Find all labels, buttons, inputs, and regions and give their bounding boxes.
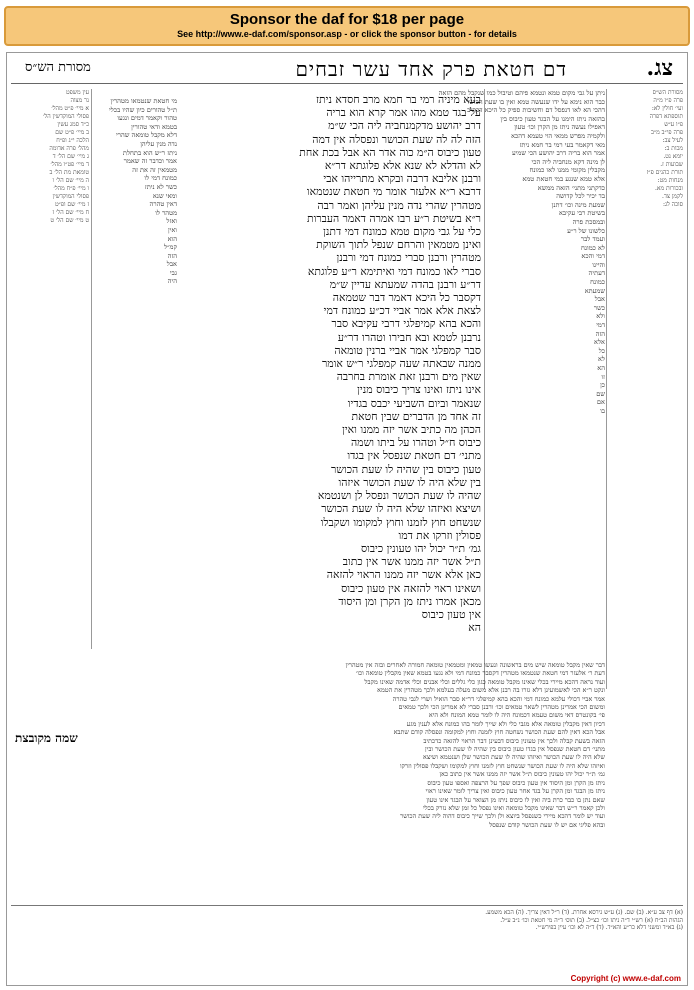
tosafot-line: ניתז ר״ש הוא בתחלת <box>122 148 177 157</box>
mesoret-line: ובכורות מא. <box>654 185 683 192</box>
gemara-line: מתני׳ דם חטאת שנפסל אין בגדו <box>347 449 481 463</box>
rashi-line: לן מינה דקא מנחביה ליה הכי <box>531 157 605 166</box>
commentary-line: ועוד נראה דהכא מיירי בכלי שאינו מקבל טומאה כגון כלי גללים וכלי אבנים וכלי אדמה שאינו מקבל <box>364 677 605 686</box>
rashi-line: אבל <box>594 295 605 304</box>
gemara-line: לצאת אלא אמר אביי דכ״ע כמונח דמי <box>323 304 481 318</box>
gemara-line: ר״א בשיטת ר״ע רבו אמרה דאמר העברות <box>307 211 481 225</box>
rashi-line: אם <box>596 398 605 407</box>
rashi-line: מאי דקאמר בעי רמי בר חמא ניתז <box>519 140 605 149</box>
commentary-line: ובהא פליגי אם יש לו שעת הכושר קודם שנפסל <box>489 820 605 829</box>
rashi-line: הזה <box>595 329 605 338</box>
mesoret-line: מנחות מט: <box>657 177 683 184</box>
rashi-line: ובמסכת פרה <box>572 217 605 226</box>
ein-mishpat-line: טומאת מת הל׳ ב <box>49 169 89 176</box>
gemara-line: דקסבר כל היכא דאמר דבר שטמאה <box>332 291 481 305</box>
rashi-line: כל <box>598 346 605 355</box>
rashi-line: כלשונו של ר״ע <box>567 226 605 235</box>
gemara-line: הא <box>468 621 481 635</box>
commentary-line: ניתז מן הבגד ומן הקרן על בגד אחר טעון כיבוס ואין צריך לומר שאינו ראוי <box>425 787 605 796</box>
rashi-line: ולא <box>596 312 605 321</box>
gemara-line: כיבוס ח״ל וטהרו על ביתו ושמה <box>350 436 481 450</box>
ein-mishpat-line: עין משפט <box>66 89 89 96</box>
tosafot-line: אמר וכדבר זה שאמר <box>123 157 177 166</box>
gemara-line: דר״ע ורבנן בהדה שמעתא עדיין ש״מ <box>329 277 481 291</box>
tosafot-line: ומאי שנא <box>152 191 177 200</box>
commentary-line: הזאה בשעת קבלה ולכך אין טעונין כיבוס דבעינן דבר הראוי להזאה כדכתיב <box>423 736 605 745</box>
page-header <box>7 53 687 81</box>
column-divider <box>606 89 607 689</box>
gemara-line: הכהן מה כתיב אשר יזה ממנו ואין <box>342 423 481 437</box>
commentary-line: ונקט ר״א הכי לאשמועינן דלא גזרו בה רבנן אלא משום מעלה בעלמא ולכך מטהרין את הטמא <box>377 686 605 695</box>
commentary-line: פי׳ בקונטרס דאי משום טעמא דכמונח היה לו לומר טמא המונח ולא היא <box>428 711 605 720</box>
mesoret-line: סוכה לג: <box>662 201 683 208</box>
rashi-line: שם <box>596 389 605 398</box>
gemara-line: ושאינו ראוי להזאה אין טעון כיבוס <box>341 581 481 595</box>
commentary-line: גמ׳ ת״ר יכול יהו טעונין כיבוס ת״ל אשר יזה ממנו אשר אין כתוב כאן <box>439 770 605 779</box>
mesoret-line: מכות ב: <box>664 145 683 152</box>
gemara-line: דרבא ר״א אלעזר אומר מי חטאת שנטמאו <box>306 185 481 199</box>
rashi-line: בהזאה ניתז הימנו על הבגד טעון כיבוס בין <box>500 114 605 123</box>
gemara-line: ת״ל אשר יזה ממנו אשר אין כתוב <box>342 555 481 569</box>
rashi-line: כן <box>600 381 605 390</box>
gemara-line: בעא מיניה רמי בר חמא מרב חסדא ניתז <box>316 93 481 106</box>
gemara-line: לא והדלא לא שנא אלא פלוגתא דר״א <box>324 159 481 173</box>
tosafot-line: ואזל <box>166 217 177 226</box>
tosafot-strip <box>93 97 177 337</box>
mesoret-line: תוספתא דפרה <box>649 113 683 120</box>
gemara-line: על בגד טמא מהו אמר קרא הוא בריה <box>326 106 481 120</box>
tosafot-line: נדה מנין עליהן <box>140 139 177 148</box>
commentary-line: ואיזהו שלא היה לו שעת הכושר שנשחט חוץ לזמנו וחוץ למקומו ושקבלו פסולין וזרקו <box>399 761 605 770</box>
gemara-line: שאין מים ורבנן זאת אומרת בחרבה <box>336 370 481 384</box>
tosafot-line: כשר לא ניתז <box>144 182 177 191</box>
gemara-line: הזה לה לה שעת הכושר ונפסלה אין דמה <box>312 132 481 146</box>
note-line: (א) דף צב ע״א. (ב) שם. (ג) ע״ש גירסא אחרת. (ד) ר״ל דאין צריך. (ה) הכא משמע. <box>485 909 683 916</box>
rashi-line: כמונח <box>590 278 605 287</box>
bottom-notes <box>11 909 683 969</box>
tosafot-line: בטמא ודאי טהורין <box>131 122 177 131</box>
tosafot-line: מטמאין זה את זה <box>132 165 177 174</box>
rashi-line: אלא טמא שנגע במי חטאת טמא <box>522 174 605 183</box>
ein-mishpat-line: ג מיי׳ שם הל׳ ד <box>52 153 89 160</box>
ein-mishpat-line: ו מיי׳ פ״ח מהל׳ <box>53 185 89 192</box>
mesoret-line: פרה פ״ו מ״ה <box>653 97 683 104</box>
gemara-line: מטהרין שהרי נדה מנין עליהן ואמר רבה <box>317 198 481 212</box>
rashi-line: אמר הוא בריה דרב יהושע הכי שמיע <box>511 149 605 158</box>
mesoret-line: ועי׳ חולין לא: <box>651 105 683 112</box>
rashi-line: כשר <box>593 303 605 312</box>
rashi-line: דמי <box>596 321 605 330</box>
rashi-line: זו <box>601 372 605 381</box>
mesoret-line: מסורת הש״ס <box>652 89 683 96</box>
margin-title: שמה מקובצת <box>15 731 78 745</box>
tosafot-line: אבל <box>166 260 177 269</box>
rashi-line: בד יכיר לכל קדושה <box>556 192 605 201</box>
gemara-line: סברי לאו כמונח דמי ואיתימא ר״ע פלוגתא <box>307 264 481 278</box>
tosafot-line: ת״ל טהורים כיון שהיו בכלי <box>109 105 177 114</box>
rashi-line: מקבלין מקומי ממנו לאו כמונח <box>529 166 605 175</box>
tosafot-line: הוא <box>167 234 177 243</box>
gemara-line: דרב יהושע מדקמנחביה ליה הכי ש״מ <box>328 119 481 133</box>
column-divider <box>484 89 485 689</box>
column-divider <box>91 89 92 649</box>
rashi-line: בו <box>600 406 605 415</box>
commentary-line: ולכן קאמר ר״ש דבר שאינו מקבל טומאה ואינו נפסל כל זמן שלא נזרק בכלי <box>422 803 605 812</box>
commentary-line: דעת ר׳ אלעזר דמי חטאת שנטמאו מטהרין דקסבר כמונח דמי ולא נגעו בטמא שאין מקבלין טומאה וכו׳ <box>355 669 605 678</box>
mesoret-line: פרה פי״ב מ״ב <box>651 129 683 136</box>
ein-mishpat-line: ח מיי׳ שם הל׳ ז <box>52 209 89 216</box>
rashi-line: דעתיה <box>588 269 605 278</box>
gemara-line: מטהרין ורבנן סברי כמונח דמי ורבנן <box>336 251 481 265</box>
commentary-line: ניתז מן הקרן ומן היסוד אין טעון כיבוס שפך על הרצפה ואספו טעון כיבוס <box>427 778 605 787</box>
rashi-line: אלא <box>594 338 605 347</box>
ein-mishpat-line: ט מיי׳ שם הל׳ ט <box>50 217 89 224</box>
gemara-line: כלי על גבי מקום טמא כמונח דמי דתנן <box>323 225 481 239</box>
rashi-line: ועמד לבר <box>580 235 605 244</box>
mesoret-line: יומא נט. <box>663 153 683 160</box>
copyright-notice[interactable]: Copyright (c) www.e-daf.com <box>570 974 681 983</box>
gemara-line: זה אחד מן הדברים שבין חטאת <box>351 409 481 423</box>
rashi-line: שמעת מינה וכו׳ דתנן <box>551 200 605 209</box>
tosafot-line: הזה <box>167 251 177 260</box>
rashi-line: הא <box>597 364 605 372</box>
talmud-page <box>6 52 688 986</box>
mesoret-line: תורת כהנים פ״ז <box>646 169 683 176</box>
gemara-line: טעון כיבוס בין שהיה לו שעת הכושר <box>331 462 481 476</box>
commentary-line: דכיון דאין מקבלין טומאה אלא מגבי כלי ולא שייך לומר בהו כמונח אלא לענין מגע <box>406 719 605 728</box>
commentary-line: אבל הכא דאין להם שעת הכושר נשחטה חוץ לזמנה וחוץ למקומה ונפסלה קודם שתבא <box>393 728 605 737</box>
gemara-line: נרבנן לטמא ובא חבירו וטהרו דר״ע <box>337 330 481 344</box>
note-line: הגהות הב״ח (א) רש״י ד״ה ניתז וכו׳ כצ״ל. (ב) תוס׳ ד״ה מי חטאת וכו׳ נ״ב ע״ל. <box>500 916 683 924</box>
tosafot-line: קמ״ל <box>163 243 177 252</box>
ein-mishpat-line: נר מצוה <box>70 97 89 104</box>
gemara-line: אין טעון כיבוס <box>421 607 481 621</box>
gemara-line: טעון כיבוס ה״מ כוה אדר הא אבל בכת אחת <box>299 145 481 159</box>
ein-mishpat-line: ה מיי׳ שם הל׳ ו <box>52 177 89 184</box>
ein-mishpat-line: ב מיי׳ פ״ט שם <box>55 129 89 136</box>
gemara-line: ממנה שבאתה שעה קמפלגי ר״ש אומר <box>321 357 481 371</box>
gemara-line: סבר קמפלגי אמר אביי ברנין טומאה <box>334 343 481 357</box>
tosafot-line: דאין טהרה <box>149 200 177 209</box>
commentary-line: שלא היה לו שעת הכושר ואיזהו שהיה לו שעת הכושר שלן ושנטמא ושיצא <box>423 753 605 762</box>
ein-mishpat-line: ד מיי׳ פט״ו מהל׳ <box>50 161 89 168</box>
ein-mishpat-line: כ״ד סמג עשין <box>57 121 89 128</box>
ein-mishpat-line: פסולי המוקדשין <box>52 193 89 200</box>
ein-mishpat-line: א מיי׳ פ״ט מהל׳ <box>51 105 89 112</box>
tosafot-line: טהור וקאמר דמים ונגעו <box>117 114 177 123</box>
tractate-label: מסורת הש״ס <box>25 60 91 75</box>
gemara-line: שנשחט חוץ לזמנו וחוץ למקומו ושקבלו <box>320 515 481 529</box>
rashi-line: ניתן על גבי מקום טמא ונטמא פיהם וטיבול כמו שנקבל מהם הזאה <box>438 89 605 97</box>
header-rule <box>11 83 683 84</box>
gemara-line: והכא בהא קמיפלגי דרבי עקיבא סבר <box>331 317 481 331</box>
rashi-line: דהכי הא לאו דנפסל דם וחשיבות ספיק כל היכא דכתיב <box>467 106 605 115</box>
commentary-line: מתני׳ דם חטאת שנפסל אין בגדו טעון כיבוס בין שהיה לו שעת הכושר ובין <box>425 745 605 754</box>
gemara-line: שהיה לו שעת הכושר ונפסל לן ושנטמא <box>317 489 481 503</box>
gemara-line: ורבנן אליבא דרבה ובקרא מתרייהו אבי <box>323 172 481 186</box>
gemara-line: ואינן מטמאין והרחם שנפל לתוך השוקת <box>316 238 481 252</box>
chapter-heading: דם חטאת פרק אחד עשר זבחים <box>295 57 567 81</box>
tosafot-line: היה <box>167 277 177 286</box>
gemara-line: ושיצא ואיזהו שלא היה לו שעת הכושר <box>321 502 481 516</box>
mesoret-line: לקמן צד. <box>662 193 683 200</box>
sponsor-banner[interactable] <box>4 6 690 46</box>
ein-mishpat-line: מהל׳ פרה אדומה <box>49 145 89 152</box>
rashi-line: כדקתני מתני׳ הזאה ממשא <box>537 183 605 192</box>
commentary-line: ומשום הכי אמרינן מטהרין לשאר טמאים וכו׳ ורבנן סברי לא אמרינן הכי ולכך טמאים <box>398 703 605 712</box>
rashi-line: לא כמונח <box>580 243 605 252</box>
sponsor-subtitle[interactable]: See http://www.e-daf.com/sponsor.asp - or click the sponsor button - for details <box>177 29 517 39</box>
rashi-line: בשיטת רבי עקיבא <box>558 209 605 218</box>
rashi-line: לא <box>597 355 605 364</box>
tosafot-line: מטהר לו <box>155 208 177 217</box>
commentary-line: אמר אביי דכולי עלמא כמונח דמי והכא בהא קמיפלגי דר״א סבר הואיל ושרי לגבי טהרה <box>392 694 605 703</box>
rashi-line: כבר הוא נימא על ידו שנעשה טמא ואין בו שעת הכושר <box>466 97 605 106</box>
gemara-line: גמ׳ ת״ר יכול יהו טעונין כיבוס <box>360 541 481 555</box>
margin-left-column <box>11 89 89 559</box>
gemara-line: פסולין וזרקו את דמו <box>398 528 481 542</box>
ein-mishpat-line: פסולי המוקדשין הל׳ <box>43 113 89 120</box>
tosafot-line: גבי <box>169 268 177 277</box>
rashi-line: דאפילו נעשה ניתז מן הקרן וכו׳ טעון <box>514 123 605 132</box>
tosafot-line: דלא מקבל טומאה שהרי <box>116 131 177 140</box>
mesoret-line: לעיל צב: <box>662 137 683 144</box>
rashi-line: שמעתא <box>584 286 605 295</box>
rashi-line: ולקמיה מפרש ממאי הוי טעמא דהכא <box>511 131 605 140</box>
margin-right-column <box>609 89 683 629</box>
commentary-line: שאם נתן בו כבר כרת ביה ואין לו כיבוס ניתז מן הצואר על הבגד אינו טעון <box>426 795 605 804</box>
daf-number: צג. <box>646 55 673 81</box>
gemara-line: כאן אלא אשר יזה ממנו הראוי להזאה <box>326 568 481 582</box>
tosafot-line: כמונח דמי לו <box>144 174 177 183</box>
gemara-line: שנאמר וביום השביעי יכבס בגדיו <box>347 396 481 410</box>
note-line: (ג) בא״ד ומשני דלא כר״ע והא״ד. (ד) ד״ה לא וכו׳ עיין בפירש״י. <box>535 924 683 932</box>
gemara-line: מכאן אמרו ניתז מן הקרן ומן היסוד <box>338 594 481 608</box>
ein-mishpat-line: ז מיי׳ שם ופ״ט <box>54 201 89 208</box>
commentary-line: דבר שאין מקבל טומאה שיש מים בראשונה ונעשו טמאין ומטמאין טומאה חמורה לאחרים ובזה אין מטהרין <box>345 661 605 669</box>
gemara-line: בין שלא היה לו שעת הכושר איזהו <box>338 475 481 489</box>
rashi-line: והיינו <box>592 260 605 269</box>
tosafot-line: מי חטאת שנטמאו מטהרין <box>110 97 177 105</box>
gemara-line: אינו ניתז ואינו צריך כיבוס מנין <box>357 383 481 397</box>
tosafot-line: ואין <box>167 225 177 234</box>
sponsor-title[interactable]: Sponsor the daf for $18 per page <box>229 11 465 28</box>
notes-rule <box>11 905 683 906</box>
ein-mishpat-line: הלכה י״ג ופ״ח <box>56 137 89 144</box>
gemara-column <box>181 93 481 653</box>
rashi-line: דמי והכא <box>581 252 605 261</box>
mesoret-line: שבועות ז. <box>660 161 683 168</box>
commentary-line: ועוד יש לומר דהכא מיירי כשנפסל ביוצא ולן ולכך שייך כיבוס דהוה ליה שעת הכושר <box>400 812 605 821</box>
mesoret-line: פ״ו ע״ש <box>664 121 683 128</box>
bottom-commentary <box>93 661 605 901</box>
